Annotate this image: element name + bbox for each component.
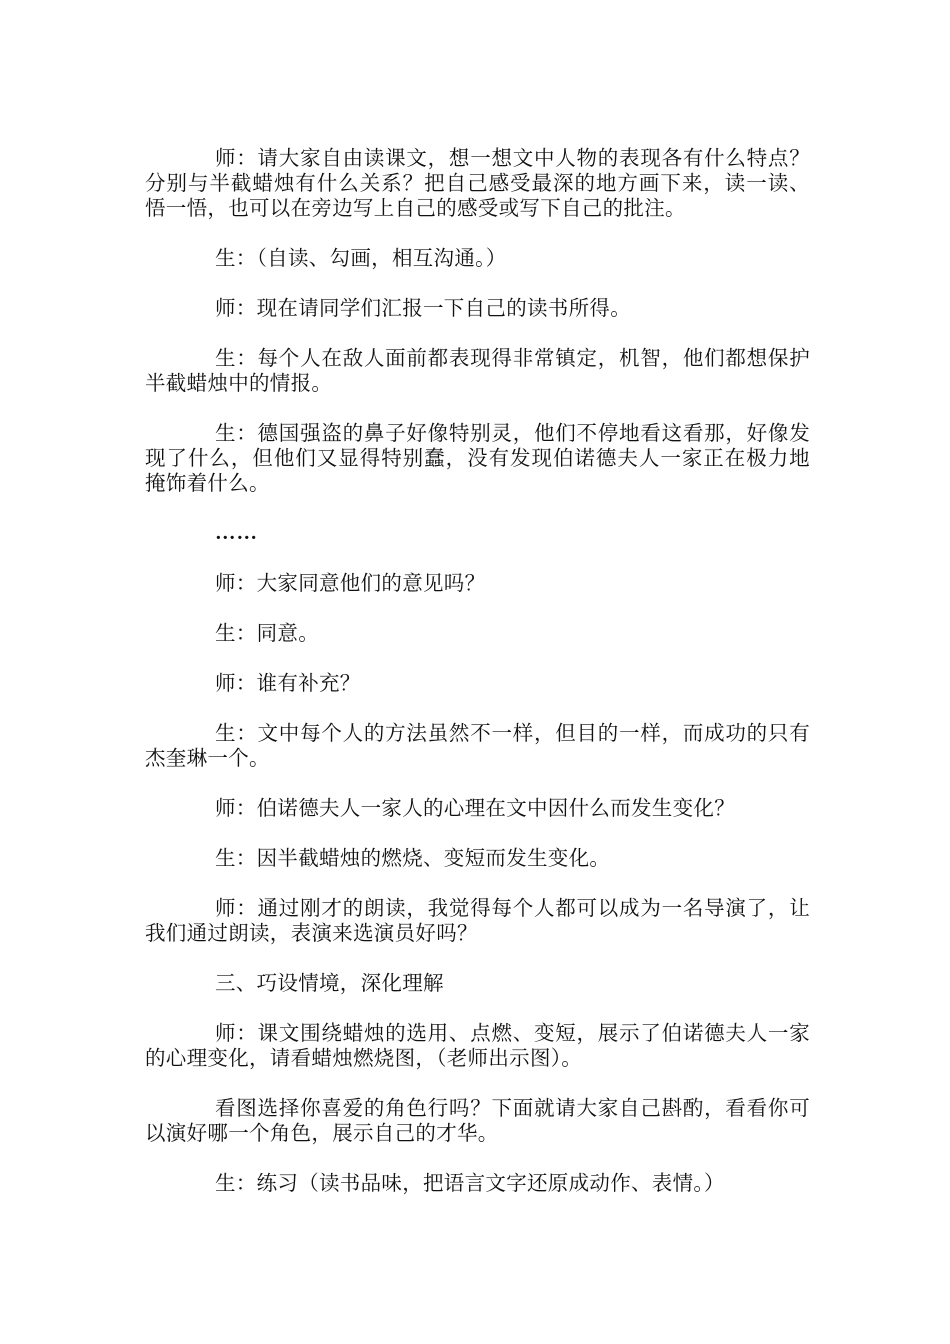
paragraph-student-agree: 生：同意。 bbox=[215, 621, 319, 645]
paragraph-teacher-supplement: 师：谁有补充？ bbox=[215, 671, 361, 695]
paragraph-student-supplement: 生：文中每个人的方法虽然不一样，但目的一样，而成功的只有杰奎琳一个。 bbox=[145, 721, 810, 770]
paragraph-teacher-agree: 师：大家同意他们的意见吗？ bbox=[215, 571, 486, 595]
paragraph-student-answer-2: 生：德国强盗的鼻子好像特别灵，他们不停地看这看那，好像发现了什么，但他们又显得特别蠢，没有发现伯诺德夫人一家正在极力地掩饰着什么。 bbox=[145, 421, 810, 495]
paragraph-student-self-read: 生：（自读、勾画，相互沟通。） bbox=[215, 246, 507, 270]
paragraph-ellipsis: …… bbox=[215, 522, 258, 544]
section-heading: 三、巧设情境，深化理解 bbox=[215, 971, 444, 995]
paragraph-student-reason: 生：因半截蜡烛的燃烧、变短而发生变化。 bbox=[215, 846, 611, 870]
paragraph-teacher-question: 师：伯诺德夫人一家人的心理在文中因什么而发生变化？ bbox=[215, 796, 735, 820]
paragraph-teacher-director: 师：通过刚才的朗读，我觉得每个人都可以成为一名导演了，让我们通过朗读，表演来选演员好吗？ bbox=[145, 896, 810, 945]
document-page bbox=[145, 146, 810, 1221]
paragraph-choose-role: 看图选择你喜爱的角色行吗？下面就请大家自己斟酌，看看你可以演好哪一个角色，展示自己的才华。 bbox=[145, 1096, 810, 1145]
paragraph-student-practice: 生：练习（读书品味，把语言文字还原成动作、表情。） bbox=[215, 1171, 725, 1195]
paragraph-teacher-candle: 师：课文围绕蜡烛的选用、点燃、变短，展示了伯诺德夫人一家的心理变化，请看蜡烛燃烧图，（老师出示图）。 bbox=[145, 1021, 810, 1070]
paragraph-student-answer-1: 生：每个人在敌人面前都表现得非常镇定，机智，他们都想保护半截蜡烛中的情报。 bbox=[145, 346, 810, 395]
paragraph-teacher-instruction: 师：请大家自由读课文，想一想文中人物的表现各有什么特点？分别与半截蜡烛有什么关系？把自己感受最深的地方画下来，读一读、悟一悟，也可以在旁边写上自己的感受或写下自己的批注。 bbox=[145, 146, 810, 220]
paragraph-teacher-report: 师：现在请同学们汇报一下自己的读书所得。 bbox=[215, 296, 631, 320]
